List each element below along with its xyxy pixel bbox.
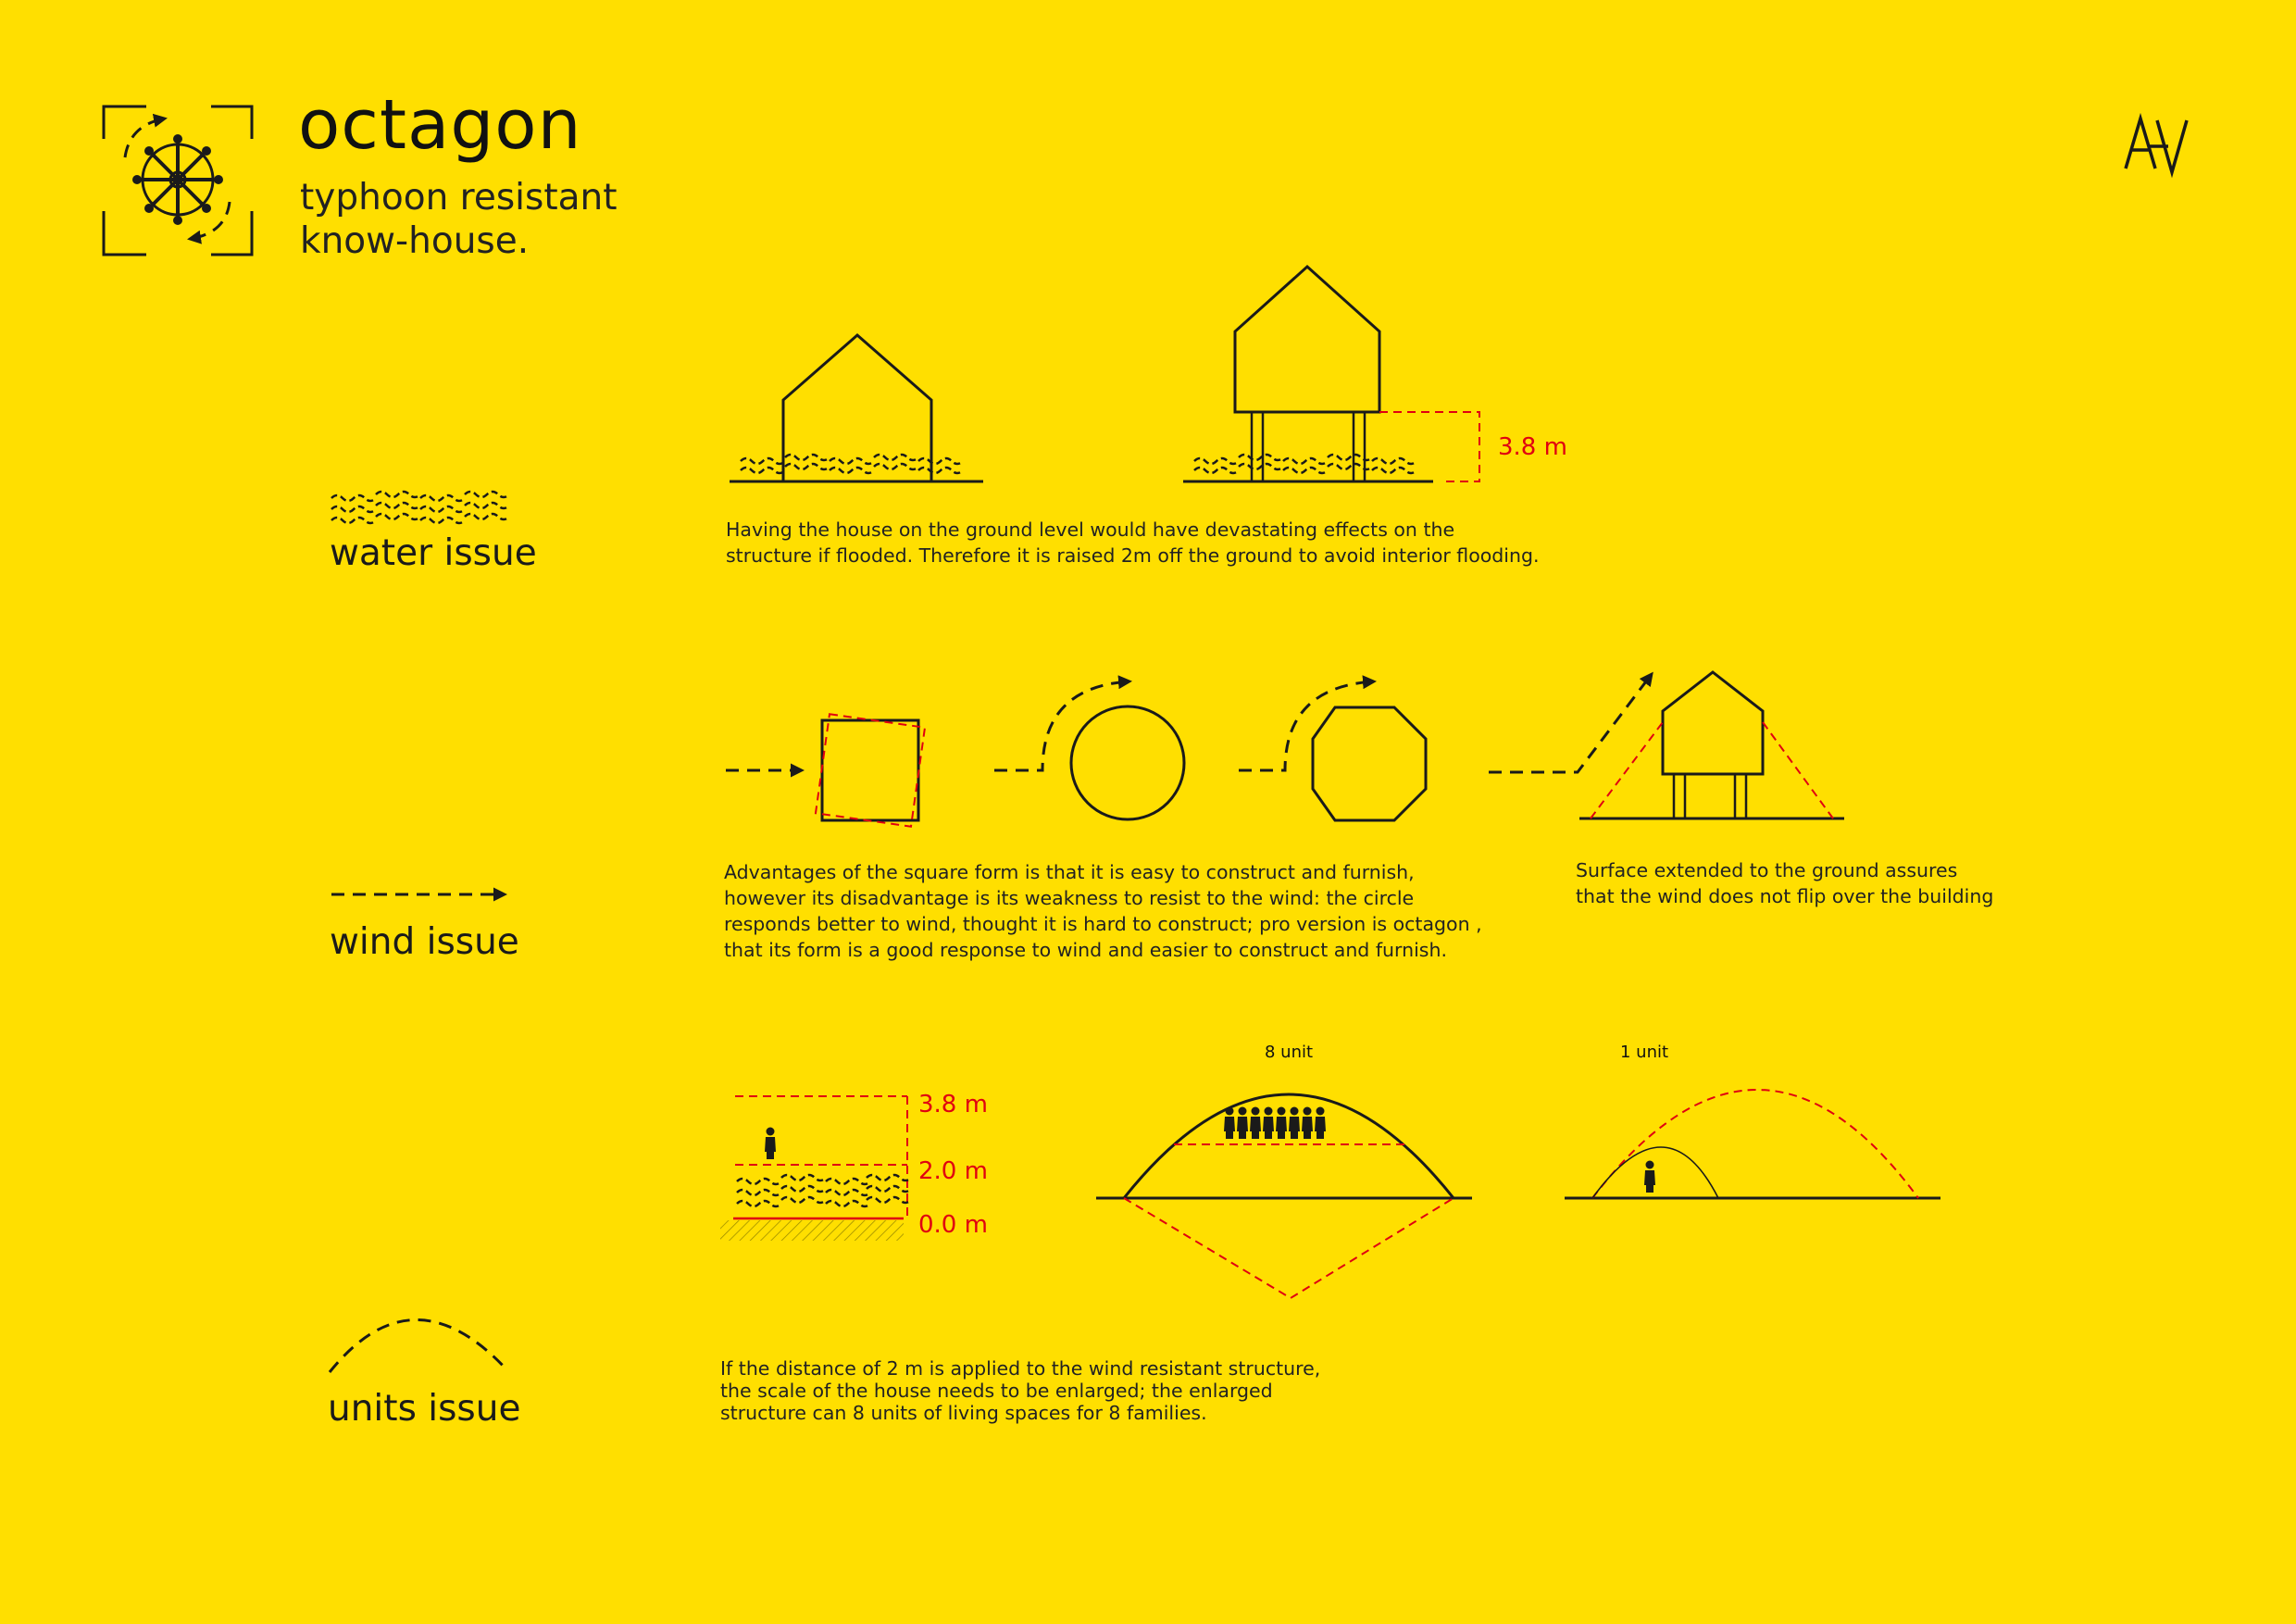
units-issue-label: units issue — [328, 1388, 521, 1430]
description-line: that its form is a good response to wind and easier to construct and furnish. — [724, 939, 1447, 961]
eight-unit-label: 8 unit — [1265, 1043, 1314, 1062]
subtitle-line: know-house. — [300, 220, 530, 262]
level-section-diagram — [720, 1096, 911, 1241]
units-description — [720, 1357, 1320, 1424]
description-line: the scale of the house needs to be enlarged; the enlarged — [720, 1380, 1273, 1402]
water-description — [726, 517, 1540, 568]
description-line: Having the house on the ground level would have devastating effects on the — [726, 518, 1455, 541]
wind-side-note — [1576, 857, 1993, 909]
level-mid-label: 2.0 m — [918, 1157, 988, 1185]
description-line: structure can 8 units of living spaces for 8 families. — [720, 1402, 1207, 1424]
page-subtitle — [300, 176, 618, 263]
page-title: octagon — [298, 85, 582, 165]
one-unit-dome-diagram — [1565, 1090, 1940, 1198]
house-on-ground-diagram — [730, 335, 983, 481]
eight-unit-dome-diagram — [1096, 1094, 1472, 1298]
water-waves-icon — [331, 492, 509, 523]
water-issue-label: water issue — [330, 532, 537, 574]
people-group — [1224, 1107, 1326, 1140]
description-line: structure if flooded. Therefore it is raised 2m off the ground to avoid interior flooding. — [726, 544, 1540, 567]
description-line: If the distance of 2 m is applied to the wind resistant structure, — [720, 1357, 1321, 1380]
level-ground-label: 0.0 m — [918, 1211, 988, 1239]
level-top-label: 3.8 m — [918, 1091, 988, 1118]
dashed-arc-icon — [330, 1319, 507, 1372]
description-line: Advantages of the square form is that it is easy to construct and furnish, — [724, 861, 1415, 883]
one-unit-label: 1 unit — [1620, 1043, 1669, 1062]
description-line: Surface extended to the ground assures — [1576, 859, 1958, 881]
description-line: responds better to wind, thought it is hard to construct; pro version is octagon , — [724, 913, 1482, 935]
description-line: that the wind does not flip over the building — [1576, 885, 1994, 907]
description-line: however its disadvantage is its weakness to resist to the wind: the circle — [724, 887, 1415, 909]
wind-issue-label: wind issue — [330, 921, 519, 963]
wind-description — [724, 859, 1482, 963]
water-height-label: 3.8 m — [1498, 433, 1567, 461]
house-surface-diagram — [1489, 672, 1844, 818]
octagon-form-diagram — [1239, 681, 1426, 820]
raised-house-diagram — [1183, 267, 1479, 481]
octagon-wheel-logo-icon — [104, 106, 252, 255]
circle-form-diagram — [994, 681, 1184, 819]
square-form-diagram — [726, 714, 925, 826]
subtitle-line: typhoon resistant — [300, 177, 618, 219]
aa-monogram-icon — [2126, 119, 2187, 172]
